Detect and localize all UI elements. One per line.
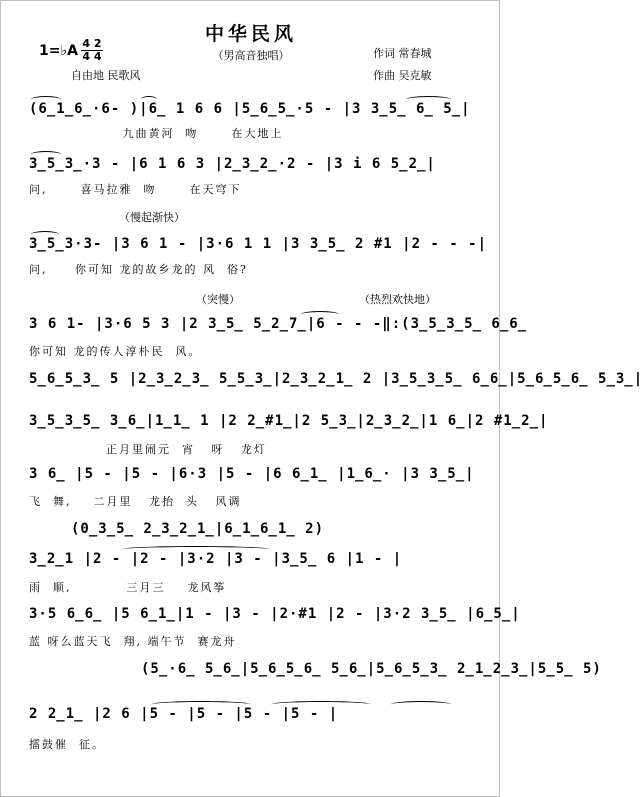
slur-mark: [31, 151, 61, 158]
music-line-9: 3·5 6̲6̲ |5 6̲1̲|1 - |3 - |2·#1 |2 - |3·2 3̲5̲ |6̲5̲|: [29, 606, 521, 622]
lyricist-credit: 作词 常春城: [373, 47, 432, 60]
music-line-1: (6̲1̲6̲·6- )|6̲ 1 6 6 |5̲6̲5̲·5 - |3 3̲5̲ 6̲ 5̲|: [29, 101, 471, 117]
interlude-2: (5̲·6̲ 5̲6̲|5̲6̲5̲6̲ 5̲6̲|5̲6̲5̲3̲ 2̲1̲2̲3̲|5̲5̲ 5): [141, 661, 602, 677]
lyric-line-6: 正月里闹元 宵 呀 龙灯: [29, 443, 267, 456]
time-signature-bottom: 4 4: [82, 50, 102, 63]
music-line-6: 3̲5̲3̲5̲ 3̲6̲|1̲1̲ 1 |2 2̲#1̲|2 5̲3̲|2̲3̲2̲|1 6̲|2 #1̲2̲|: [29, 413, 549, 429]
lyric-line-2: 问, 喜马拉雅 吻 在天穹下: [29, 183, 242, 196]
tempo-warm-joyful: （热烈欢快地）: [359, 293, 436, 306]
music-line-5: 5̲6̲5̲3̲ 5 |2̲3̲2̲3̲ 5̲5̲3̲|2̲3̲2̲1̲ 2 |3̲5̲3̲5̲ 6̲6̲|5̲6̲5̲6̲ 5̲3̲|: [29, 371, 643, 387]
key-signature: 1=♭A: [39, 43, 78, 59]
lyric-line-3: 问, 你可知 龙的故乡龙的 风 俗?: [29, 263, 248, 276]
tie-mark: [151, 701, 251, 708]
lyric-line-7: 飞 舞, 二月里 龙抬 头 风调: [29, 495, 242, 508]
lyric-line-4: 你可知 龙的传人淳朴民 风。: [29, 345, 202, 358]
lyric-line-1: 九曲黄河 吻 在大地上: [29, 127, 284, 140]
time-signature: [81, 39, 103, 62]
time-signature-top: 4 2: [82, 37, 102, 50]
slur-mark: [121, 546, 271, 553]
slur-mark: [31, 231, 59, 238]
lyric-line-9: 蓝 呀么蓝天飞 翔, 端午节 赛龙舟: [29, 635, 237, 648]
tie-mark: [271, 701, 371, 708]
song-title: 中华民风: [204, 23, 297, 45]
music-line-10: 2 2̲1̲ |2 6 |5 - |5 - |5 - |5 - |: [29, 706, 339, 722]
lyric-line-10: 擂鼓催 征。: [29, 738, 105, 751]
music-line-2: 3̲5̲3̲·3 - |6 1 6 3 |2̲3̲2̲·2 - |3 i 6 5̲2̲|: [29, 156, 436, 172]
music-line-3: 3̲5̲3·3- |3 6 1 - |3·6 1 1 |3 3̲5̲ 2 #1 |2 - - -|: [29, 236, 488, 252]
music-line-4: 3 6 1- |3·6 5 3 |2 3̲5̲ 5̲2̲7̲|6 - - -‖:(3̲5̲3̲5̲ 6̲6̲: [29, 316, 528, 332]
slur-mark: [301, 311, 339, 318]
lyric-line-8: 雨 顺, 三月三 龙风筝: [29, 581, 227, 594]
composer-credit: 作曲 吴克敏: [373, 69, 432, 82]
tie-mark: [391, 701, 451, 708]
music-line-7: 3 6̲ |5 - |5 - |6·3 |5 - |6 6̲1̲ |1̲6̲· |3 3̲5̲|: [29, 466, 475, 482]
music-line-8: 3̲2̲1 |2 - |2 - |3·2 |3 - |3̲5̲ 6 |1 - |: [29, 551, 403, 567]
slur-mark: [31, 96, 61, 103]
tempo-slow-then-fast: （慢起渐快）: [119, 211, 185, 224]
performance-note: （男高音独唱）: [212, 49, 290, 62]
tempo-sudden-slow: （突慢）: [196, 293, 240, 306]
style-marking: 自由地 民歌风: [71, 69, 141, 82]
interlude-1: (0̲3̲5̲ 2̲3̲2̲1̲|6̲1̲6̲1̲ 2): [71, 521, 325, 537]
slur-mark: [406, 96, 451, 103]
tie-mark: [141, 96, 157, 103]
